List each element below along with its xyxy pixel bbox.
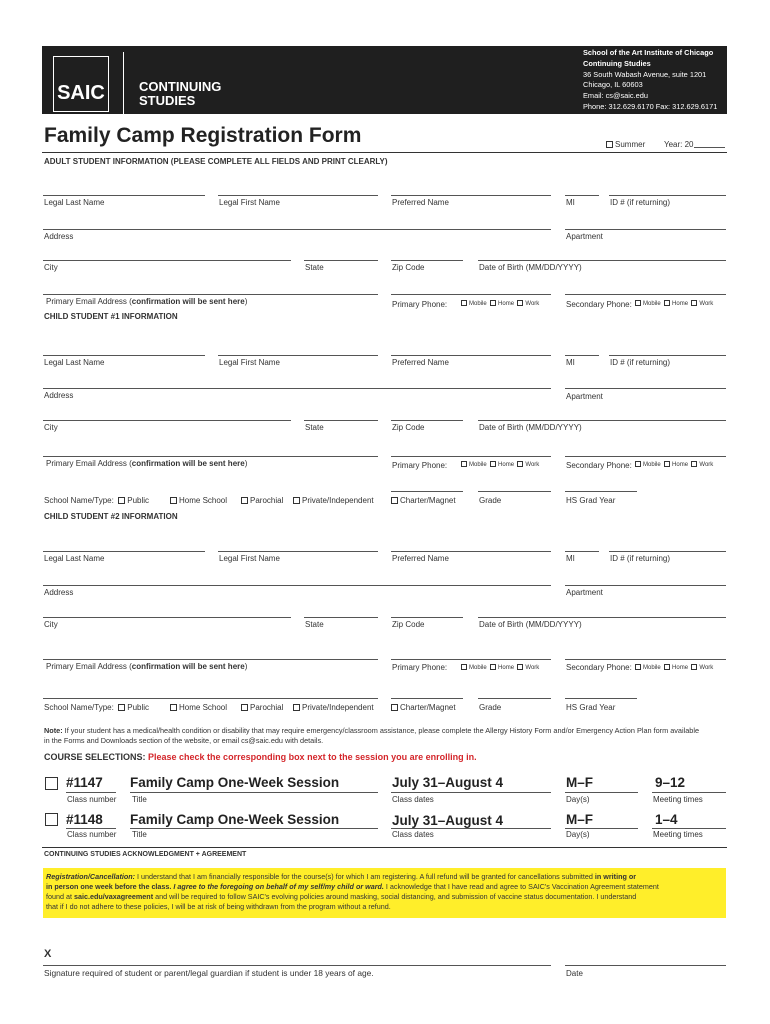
col-title: Title (132, 795, 147, 804)
home-school-option: Home School (170, 703, 227, 712)
adult-email-field[interactable] (43, 294, 378, 295)
label-city: City (44, 620, 58, 629)
child1-grade-field[interactable] (478, 491, 551, 492)
child2-secondary-phone-field[interactable] (565, 659, 726, 660)
col-title: Title (132, 830, 147, 839)
contact-line: Continuing Studies (583, 58, 651, 68)
child2-apartment-field[interactable] (565, 585, 726, 586)
primary-phone-types: Mobile Home Work (461, 664, 539, 671)
home-school-checkbox[interactable] (170, 497, 177, 504)
adult-first-name-field[interactable] (218, 195, 378, 196)
label-secondary-phone: Secondary Phone: (566, 461, 632, 470)
adult-preferred-name-field[interactable] (391, 195, 551, 196)
public-checkbox[interactable] (118, 704, 125, 711)
child1-preferred-name-field[interactable] (391, 355, 551, 356)
row-rule (391, 828, 551, 829)
child2-zip-field[interactable] (391, 617, 463, 618)
mobile-checkbox[interactable] (461, 664, 467, 670)
charter-checkbox[interactable] (391, 497, 398, 504)
label-grade: Grade (479, 496, 502, 505)
mobile-checkbox[interactable] (635, 461, 641, 467)
label-address: Address (44, 232, 74, 241)
row-rule (66, 792, 116, 793)
child1-charter-line (391, 491, 463, 492)
label-legal-first: Legal First Name (219, 358, 280, 367)
child1-zip-field[interactable] (391, 420, 463, 421)
label-address: Address (44, 588, 74, 597)
label-hs-grad: HS Grad Year (566, 496, 616, 505)
course-days: M–F (566, 775, 593, 790)
charter-checkbox[interactable] (391, 704, 398, 711)
charter-option: Charter/Magnet (391, 703, 456, 712)
child1-address-field[interactable] (43, 388, 551, 389)
adult-dob-field[interactable] (478, 260, 726, 261)
label-apartment: Apartment (566, 588, 603, 597)
date-label: Date (566, 969, 583, 978)
year-field[interactable] (694, 147, 725, 148)
secondary-phone-types: Mobile Home Work (635, 461, 713, 468)
label-state: State (305, 263, 324, 272)
secondary-phone-types: Mobile Home Work (635, 664, 713, 671)
child2-mi-field[interactable] (565, 551, 599, 552)
form-title: Family Camp Registration Form (44, 124, 362, 147)
work-checkbox[interactable] (517, 461, 523, 467)
label-dob: Date of Birth (MM/DD/YYYY) (479, 423, 582, 432)
saic-logo (53, 56, 109, 112)
child2-id-field[interactable] (609, 551, 726, 552)
col-days: Day(s) (566, 795, 590, 804)
label-zip: Zip Code (392, 263, 425, 272)
label-id: ID # (if returning) (610, 554, 671, 563)
row-rule (66, 828, 116, 829)
row-rule (565, 792, 638, 793)
label-state: State (305, 423, 324, 432)
child2-school-name-field[interactable] (43, 698, 378, 699)
summer-option[interactable] (606, 140, 645, 149)
private-option: Private/Independent (293, 496, 374, 505)
home-checkbox[interactable] (664, 461, 670, 467)
label-dob: Date of Birth (MM/DD/YYYY) (479, 263, 582, 272)
row-rule (565, 828, 638, 829)
adult-zip-field[interactable] (391, 260, 463, 261)
label-address: Address (44, 391, 74, 400)
course-title: Family Camp One-Week Session (130, 775, 340, 790)
medical-note: Note: If your student has a medical/health condition or disability that may require emergency/classroom assistance, please complete the Allergy History Form and/or Emergency Action Plan form available in the Forms and Downloads section of the website, or email cs@saic.edu with details. (44, 726, 700, 745)
child2-first-name-field[interactable] (218, 551, 378, 552)
label-dob: Date of Birth (MM/DD/YYYY) (479, 620, 582, 629)
label-email: Primary Email Address (confirmation will be sent here) (46, 662, 248, 671)
label-primary-phone: Primary Phone: (392, 300, 448, 309)
child2-charter-line (391, 698, 463, 699)
label-zip: Zip Code (392, 620, 425, 629)
course-dates: July 31–August 4 (392, 813, 504, 828)
label-id: ID # (if returning) (610, 358, 671, 367)
label-apartment: Apartment (566, 392, 603, 401)
col-times: Meeting times (653, 830, 703, 839)
label-legal-last: Legal Last Name (44, 358, 105, 367)
home-school-option: Home School (170, 496, 227, 505)
child1-email-field[interactable] (43, 456, 378, 457)
course-selections-heading: COURSE SELECTIONS: Please check the corresponding box next to the session you are enrolling in. (44, 752, 477, 762)
child2-state-field[interactable] (304, 617, 378, 618)
col-times: Meeting times (653, 795, 703, 804)
year-label: Year: 20 (664, 140, 694, 149)
adult-mi-field[interactable] (565, 195, 599, 196)
label-preferred: Preferred Name (392, 198, 449, 207)
signature-label: Signature required of student or parent/legal guardian if student is under 18 years of age. (44, 968, 374, 978)
child2-school-type: School Name/Type: Public (44, 703, 150, 712)
col-class-number: Class number (67, 830, 117, 839)
home-checkbox[interactable] (664, 664, 670, 670)
child2-hs-grad-field[interactable] (565, 698, 637, 699)
child2-primary-phone-field[interactable] (391, 659, 551, 660)
dept-line-2: STUDIES (139, 93, 196, 108)
label-legal-last: Legal Last Name (44, 198, 105, 207)
label-primary-phone: Primary Phone: (392, 461, 448, 470)
child2-grade-field[interactable] (478, 698, 551, 699)
child1-section-heading: CHILD STUDENT #1 INFORMATION (44, 312, 178, 321)
agreement-heading: CONTINUING STUDIES ACKNOWLEDGMENT + AGREEMENT (44, 851, 247, 858)
charter-option: Charter/Magnet (391, 496, 456, 505)
work-checkbox[interactable] (517, 664, 523, 670)
course-times: 1–4 (655, 812, 678, 827)
adult-last-name-field[interactable] (43, 195, 205, 196)
child1-last-name-field[interactable] (43, 355, 205, 356)
parochial-option: Parochial (241, 703, 283, 712)
adult-state-field[interactable] (304, 260, 378, 261)
signature-x: X (44, 948, 52, 960)
secondary-phone-types: Mobile Home Work (635, 300, 713, 307)
col-dates: Class dates (392, 795, 434, 804)
mobile-checkbox[interactable] (635, 300, 641, 306)
agreement-rule (42, 847, 727, 848)
course-title: Family Camp One-Week Session (130, 812, 340, 827)
mobile-checkbox[interactable] (461, 461, 467, 467)
child1-secondary-phone-field[interactable] (565, 456, 726, 457)
course-number: #1147 (66, 775, 103, 790)
agreement-text: Registration/Cancellation: I understand that I am financially responsible for the course(s) for which I am registering. A full refund will be granted for cancellations submitted in writing or in person one week before the class. I agree to the foregoing on behalf of my self/my child or ward. I acknowledge that I have read and agree to SAIC's Vaccination Agreement statement found at saic.edu/vaxagreement and will be required to follow SAIC's evolving policies around masking, social distancing, and submission of vaccine status documentation. I understand that if I do not adhere to these policies, I will be at risk of being withdrawn from the program without a refund. (46, 872, 659, 911)
parochial-option: Parochial (241, 496, 283, 505)
signature-field[interactable] (43, 965, 551, 966)
child1-state-field[interactable] (304, 420, 378, 421)
dept-name (139, 80, 221, 108)
label-secondary-phone: Secondary Phone: (566, 300, 632, 309)
label-mi: MI (566, 198, 575, 207)
contact-line: Email: cs@saic.edu (583, 91, 649, 101)
child1-school-type: School Name/Type: Public (44, 496, 150, 505)
label-hs-grad: HS Grad Year (566, 703, 616, 712)
child2-email-field[interactable] (43, 659, 378, 660)
child1-apartment-field[interactable] (565, 388, 726, 389)
label-city: City (44, 263, 58, 272)
primary-phone-types: Mobile Home Work (461, 300, 539, 307)
contact-info (583, 48, 717, 113)
contact-line: School of the Art Institute of Chicago (583, 48, 714, 57)
home-checkbox[interactable] (490, 461, 496, 467)
label-legal-last: Legal Last Name (44, 554, 105, 563)
label-primary-phone: Primary Phone: (392, 663, 448, 672)
label-mi: MI (566, 554, 575, 563)
home-school-checkbox[interactable] (170, 704, 177, 711)
child2-section-heading: CHILD STUDENT #2 INFORMATION (44, 512, 178, 521)
course-dates: July 31–August 4 (392, 775, 504, 790)
private-checkbox[interactable] (293, 704, 300, 711)
label-id: ID # (if returning) (610, 198, 671, 207)
course-days: M–F (566, 812, 593, 827)
adult-id-field[interactable] (609, 195, 726, 196)
col-dates: Class dates (392, 830, 434, 839)
mobile-checkbox[interactable] (635, 664, 641, 670)
date-field[interactable] (565, 965, 726, 966)
label-apartment: Apartment (566, 232, 603, 241)
child1-primary-phone-field[interactable] (391, 456, 551, 457)
label-email: Primary Email Address (confirmation will be sent here) (46, 297, 248, 306)
dept-line-1: CONTINUING (139, 79, 222, 94)
course-times: 9–12 (655, 775, 686, 790)
home-checkbox[interactable] (664, 300, 670, 306)
row-rule (130, 828, 378, 829)
label-email: Primary Email Address (confirmation will be sent here) (46, 459, 248, 468)
contact-line: 36 South Wabash Avenue, suite 1201 (583, 69, 707, 79)
adult-primary-phone-field[interactable] (391, 294, 551, 295)
parochial-checkbox[interactable] (241, 704, 248, 711)
mobile-checkbox[interactable] (461, 300, 467, 306)
row-rule (130, 792, 378, 793)
child1-first-name-field[interactable] (218, 355, 378, 356)
label-preferred: Preferred Name (392, 554, 449, 563)
logo-divider (123, 52, 124, 114)
adult-apartment-field[interactable] (565, 229, 726, 230)
col-class-number: Class number (67, 795, 117, 804)
adult-address-field[interactable] (43, 229, 551, 230)
row-rule (652, 792, 726, 793)
parochial-checkbox[interactable] (241, 497, 248, 504)
label-state: State (305, 620, 324, 629)
contact-line: Chicago, IL 60603 (583, 80, 643, 90)
primary-phone-types: Mobile Home Work (461, 461, 539, 468)
label-grade: Grade (479, 703, 502, 712)
title-rule (42, 152, 727, 153)
summer-label: Summer (615, 140, 646, 149)
label-preferred: Preferred Name (392, 358, 449, 367)
label-legal-first: Legal First Name (219, 198, 280, 207)
child1-dob-field[interactable] (478, 420, 726, 421)
row-rule (652, 828, 726, 829)
public-checkbox[interactable] (118, 497, 125, 504)
contact-line: Phone: 312.629.6170 Fax: 312.629.6171 (583, 101, 718, 111)
label-city: City (44, 423, 58, 432)
col-days: Day(s) (566, 830, 590, 839)
summer-checkbox[interactable] (606, 141, 613, 148)
adult-city-field[interactable] (43, 260, 291, 261)
course-1147-checkbox[interactable] (45, 777, 58, 790)
course-1148-checkbox[interactable] (45, 813, 58, 826)
child1-city-field[interactable] (43, 420, 291, 421)
work-checkbox[interactable] (691, 664, 697, 670)
child1-mi-field[interactable] (565, 355, 599, 356)
work-checkbox[interactable] (517, 300, 523, 306)
work-checkbox[interactable] (691, 300, 697, 306)
child2-city-field[interactable] (43, 617, 291, 618)
private-option: Private/Independent (293, 703, 374, 712)
child2-dob-field[interactable] (478, 617, 726, 618)
adult-section-heading: ADULT STUDENT INFORMATION (PLEASE COMPLETE ALL FIELDS AND PRINT CLEARLY) (44, 157, 388, 166)
logo-text: SAIC (57, 82, 105, 104)
course-number: #1148 (66, 812, 103, 827)
label-secondary-phone: Secondary Phone: (566, 663, 632, 672)
home-checkbox[interactable] (490, 664, 496, 670)
child1-id-field[interactable] (609, 355, 726, 356)
child2-last-name-field[interactable] (43, 551, 205, 552)
home-checkbox[interactable] (490, 300, 496, 306)
adult-secondary-phone-field[interactable] (565, 294, 726, 295)
work-checkbox[interactable] (691, 461, 697, 467)
private-checkbox[interactable] (293, 497, 300, 504)
child1-hs-grad-field[interactable] (565, 491, 637, 492)
child2-preferred-name-field[interactable] (391, 551, 551, 552)
label-legal-first: Legal First Name (219, 554, 280, 563)
row-rule (391, 792, 551, 793)
label-zip: Zip Code (392, 423, 425, 432)
child2-address-field[interactable] (43, 585, 551, 586)
label-mi: MI (566, 358, 575, 367)
